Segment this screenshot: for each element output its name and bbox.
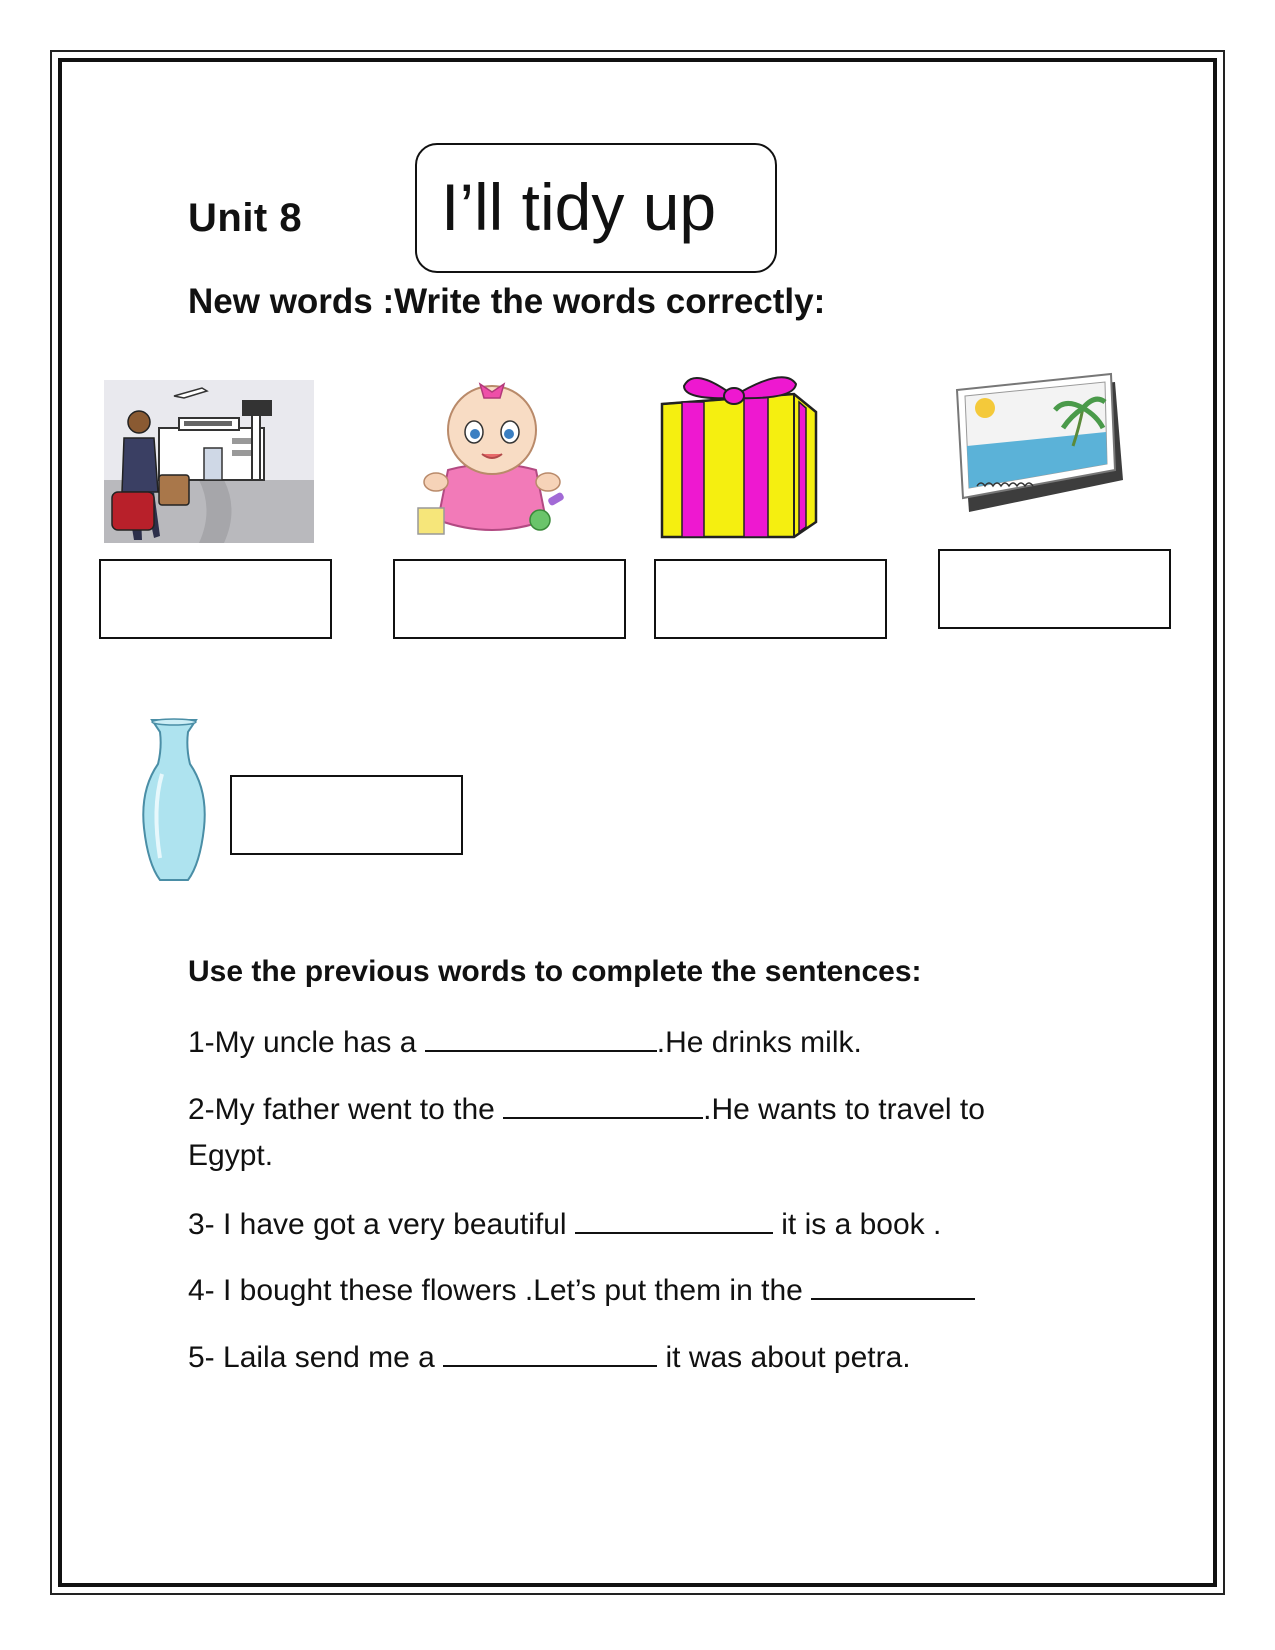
unit-label: Unit 8 [188, 196, 303, 240]
answer-box-2[interactable] [393, 559, 626, 639]
sentence-3: 3- I have got a very beautiful it is a book . [188, 1204, 941, 1245]
blank-3[interactable] [575, 1204, 773, 1234]
worksheet-title: I’ll tidy up [441, 170, 717, 244]
title-box [415, 143, 777, 273]
present-icon [654, 372, 824, 542]
blank-1[interactable] [425, 1022, 657, 1052]
answer-box-1[interactable] [99, 559, 332, 639]
airport-icon [104, 380, 314, 543]
sentence-5: 5- Laila send me a it was about petra. [188, 1337, 911, 1378]
sentence-2: 2-My father went to the .He wants to travel to [188, 1089, 985, 1130]
blank-2[interactable] [503, 1089, 703, 1119]
blank-5[interactable] [443, 1337, 657, 1367]
sentence-2-continued: Egypt. [188, 1139, 274, 1172]
answer-box-3[interactable] [654, 559, 887, 639]
baby-icon [408, 370, 576, 542]
answer-box-5[interactable] [230, 775, 463, 855]
sentence-1: 1-My uncle has a .He drinks milk. [188, 1022, 862, 1063]
postcard-icon [955, 368, 1125, 514]
answer-box-4[interactable] [938, 549, 1171, 629]
sentence-4: 4- I bought these flowers .Let’s put them in the [188, 1270, 975, 1311]
blank-4[interactable] [811, 1270, 975, 1300]
complete-sentences-heading: Use the previous words to complete the sentences: [188, 955, 922, 988]
vase-icon [138, 718, 210, 883]
new-words-heading: New words :Write the words correctly: [188, 282, 826, 321]
